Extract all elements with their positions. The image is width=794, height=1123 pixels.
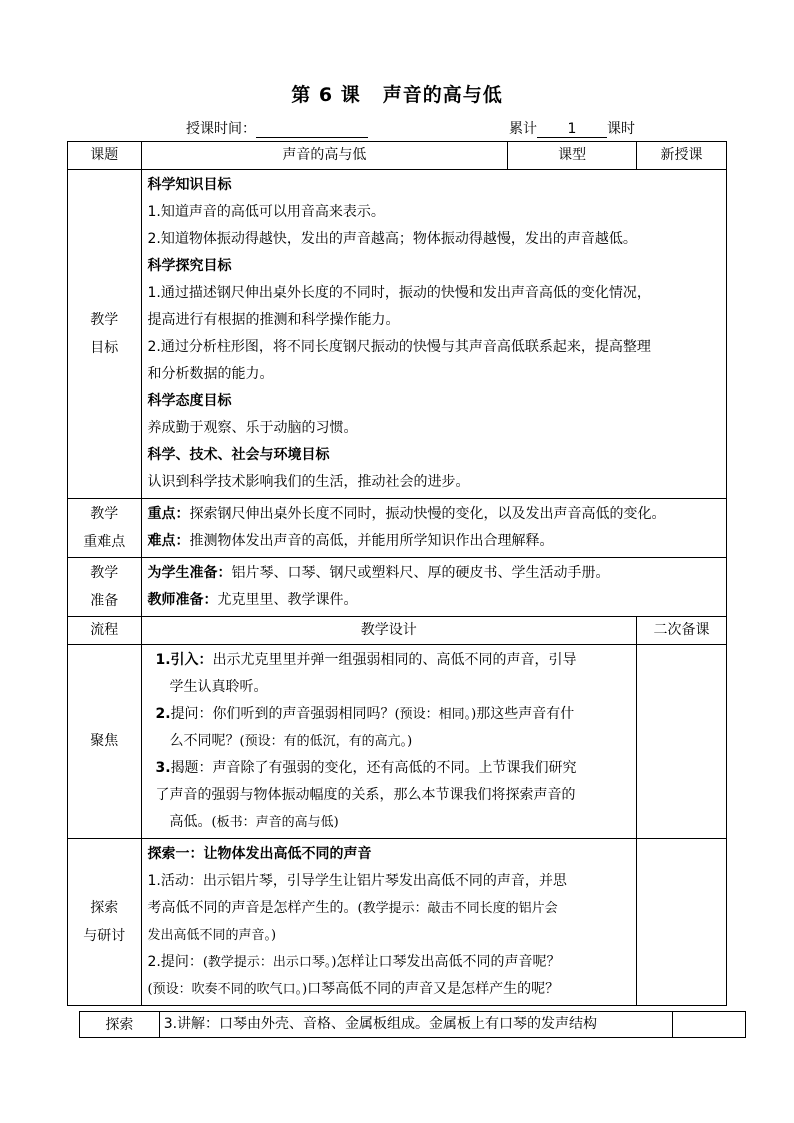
- lesson-title: [0, 80, 794, 107]
- next-page-row: [80, 1012, 746, 1038]
- explore-p2a-tail: 怎样让口琴发出高低不同的声音呢？: [336, 954, 561, 970]
- lesson-type-label: 课型: [508, 142, 637, 170]
- teacher-prep-label: 教师准备：: [147, 592, 218, 608]
- focus-p1a-text: 出示尤克里里并弹一组强弱相同的、高低不同的声音，引导: [212, 652, 577, 668]
- next-page-second-prep-cell[interactable]: [673, 1012, 746, 1038]
- goals-row: [68, 170, 727, 499]
- flow-header-row: [68, 617, 727, 645]
- focus-p2a-text: 提问：你们听到的声音强弱相同吗？: [170, 706, 395, 722]
- key-focus-text: 探索钢尺伸出桌外长度不同时，振动快慢的变化，以及发出声音高低的变化。: [189, 506, 666, 522]
- explore-p1b-note: (教学提示：敲击不同长度的铝片会: [357, 901, 558, 916]
- prep-label-line-1: 教学: [90, 565, 119, 581]
- flow-header: 流程: [68, 617, 142, 645]
- focus-p3-number: 3.: [155, 760, 171, 776]
- focus-p2b-text: 么不同呢？: [169, 733, 240, 749]
- teacher-preparation: [148, 587, 721, 614]
- focus-p2-number: 2.: [155, 706, 171, 722]
- focus-p1-number: 1.引入：: [155, 652, 213, 668]
- key-difficulty-text: 推测物体发出声音的高低，并能用所学知识作出合理解释。: [189, 533, 554, 549]
- preparation-label: [68, 558, 142, 617]
- focus-p2b-note: (预设：有的低沉，有的高亢。): [239, 734, 413, 749]
- explore-heading: 探索一：让物体发出高低不同的声音: [147, 846, 372, 862]
- focus-p1b: 学生认真聆听。: [169, 679, 268, 695]
- focus-p1a: [156, 647, 629, 674]
- second-prep-header: 二次备课: [637, 617, 727, 645]
- topic-row: [68, 142, 727, 170]
- class-time-label: 授课时间：: [186, 121, 256, 137]
- next-page-label: 探索: [80, 1012, 160, 1038]
- explore-p2b: [148, 976, 631, 1003]
- explore-p2a-text: 2.提问：: [147, 954, 203, 970]
- key-label-line-2: 重难点: [83, 534, 126, 550]
- student-prep-label: 为学生准备：: [147, 565, 232, 581]
- preparation-row: [68, 558, 727, 617]
- inquiry-goal-1b: 提高进行有根据的推测和科学操作能力。: [147, 312, 400, 328]
- explore-p2b-note: (预设：吹奏不同的吹气口。): [147, 982, 308, 997]
- cumulative-unit: 课时: [607, 121, 635, 137]
- inquiry-goal-title: 科学探究目标: [147, 258, 232, 274]
- class-time: [186, 118, 368, 138]
- attitude-goal-title: 科学态度目标: [147, 393, 232, 409]
- prep-label-line-2: 准备: [90, 593, 119, 609]
- class-time-field[interactable]: [256, 122, 368, 138]
- knowledge-goal-2: 2.知道物体振动得越快，发出的声音越高；物体振动得越慢，发出的声音越低。: [147, 231, 637, 247]
- explore-p2a-note: (教学提示：出示口琴。): [202, 955, 337, 970]
- teacher-prep-text: 尤克里里、教学课件。: [217, 592, 358, 608]
- focus-p2b: [156, 728, 629, 755]
- student-prep-text: 铝片琴、口琴、钢尺或塑料尺、厚的硬皮书、学生活动手册。: [231, 565, 610, 581]
- explore-p1c: 发出高低不同的声音。): [147, 928, 277, 943]
- focus-p2a-tail: 那这些声音有什: [476, 706, 575, 722]
- attitude-goal-1: 养成勤于观察、乐于动脑的习惯。: [147, 420, 358, 436]
- key-focus-label: 重点：: [147, 506, 190, 522]
- society-goal-title: 科学、技术、社会与环境目标: [147, 447, 330, 463]
- knowledge-goal-title: 科学知识目标: [147, 177, 232, 193]
- focus-section-content: [141, 645, 637, 839]
- explore-label-line-1: 探索: [90, 900, 119, 916]
- inquiry-goal-2b: 和分析数据的能力。: [147, 366, 274, 382]
- student-preparation: [148, 560, 721, 587]
- focus-second-prep-cell[interactable]: [637, 645, 727, 839]
- explore-section-label: [68, 839, 142, 1006]
- focus-p3c-text: 高低。: [169, 814, 212, 830]
- focus-p2a: [156, 701, 629, 728]
- explore-p2a: [148, 949, 631, 976]
- lesson-name: 声音的高与低: [382, 84, 503, 106]
- focus-p3c-note: (板书：声音的高与低): [211, 815, 339, 830]
- explore-p1b-text: 考高低不同的声音是怎样产生的。: [147, 900, 358, 916]
- focus-p3a-text: 揭题：声音除了有强弱的变化，还有高低的不同。上节课我们研究: [170, 760, 577, 776]
- explore-second-prep-cell[interactable]: [637, 839, 727, 1006]
- key-points-row: [68, 499, 727, 558]
- focus-section-label: 聚焦: [68, 645, 142, 839]
- goals-content: [141, 170, 727, 499]
- preparation-content: [141, 558, 727, 617]
- society-goal-1: 认识到科学技术影响我们的生活，推动社会的进步。: [147, 474, 470, 490]
- next-page-text: 3.讲解：口琴由外壳、音格、金属板组成。金属板上有口琴的发声结构: [159, 1012, 673, 1038]
- lesson-number: 第 6 课: [291, 84, 361, 106]
- explore-p1b: [148, 895, 631, 922]
- lesson-type-value: 新授课: [637, 142, 727, 170]
- key-label-line-1: 教学: [90, 506, 119, 522]
- knowledge-goal-1: 1.知道声音的高低可以用音高来表示。: [147, 204, 385, 220]
- goals-label: [68, 170, 142, 499]
- cumulative-value: 1: [537, 122, 607, 138]
- lesson-plan-table: [67, 141, 727, 1006]
- focus-p3b: 了声音的强弱与物体振动幅度的关系，那么本节课我们将探索声音的: [155, 787, 576, 803]
- focus-section-row: [68, 645, 727, 839]
- key-points-label: [68, 499, 142, 558]
- explore-section-content: [141, 839, 637, 1006]
- focus-p3c: [156, 809, 629, 836]
- next-page-table: [79, 1011, 746, 1038]
- goals-label-line-1: 教学: [90, 312, 119, 328]
- inquiry-goal-1a: 1.通过描述钢尺伸出桌外长度的不同时，振动的快慢和发出声音高低的变化情况，: [147, 285, 651, 301]
- cumulative-label: 累计: [509, 121, 537, 137]
- explore-label-line-2: 与研讨: [83, 928, 126, 944]
- key-focus: [148, 501, 727, 528]
- focus-p3a: [156, 755, 629, 782]
- key-difficulty: [148, 528, 727, 555]
- inquiry-goal-2a: 2.通过分析柱形图，将不同长度钢尺振动的快慢与其声音高低联系起来，提高整理: [147, 339, 651, 355]
- explore-p2b-tail: 口琴高低不同的声音又是怎样产生的呢？: [307, 981, 560, 997]
- key-points-content: [141, 499, 727, 558]
- focus-p2a-note: (预设：相同。): [394, 707, 477, 722]
- key-difficulty-label: 难点：: [147, 533, 190, 549]
- topic-value: 声音的高与低: [141, 142, 508, 170]
- explore-p1a: 1.活动：出示铝片琴，引导学生让铝片琴发出高低不同的声音，并思: [147, 873, 567, 889]
- design-header: 教学设计: [141, 617, 637, 645]
- explore-section-row: [68, 839, 727, 1006]
- cumulative-hours: [509, 118, 635, 138]
- topic-label: 课题: [68, 142, 142, 170]
- goals-label-line-2: 目标: [90, 340, 119, 356]
